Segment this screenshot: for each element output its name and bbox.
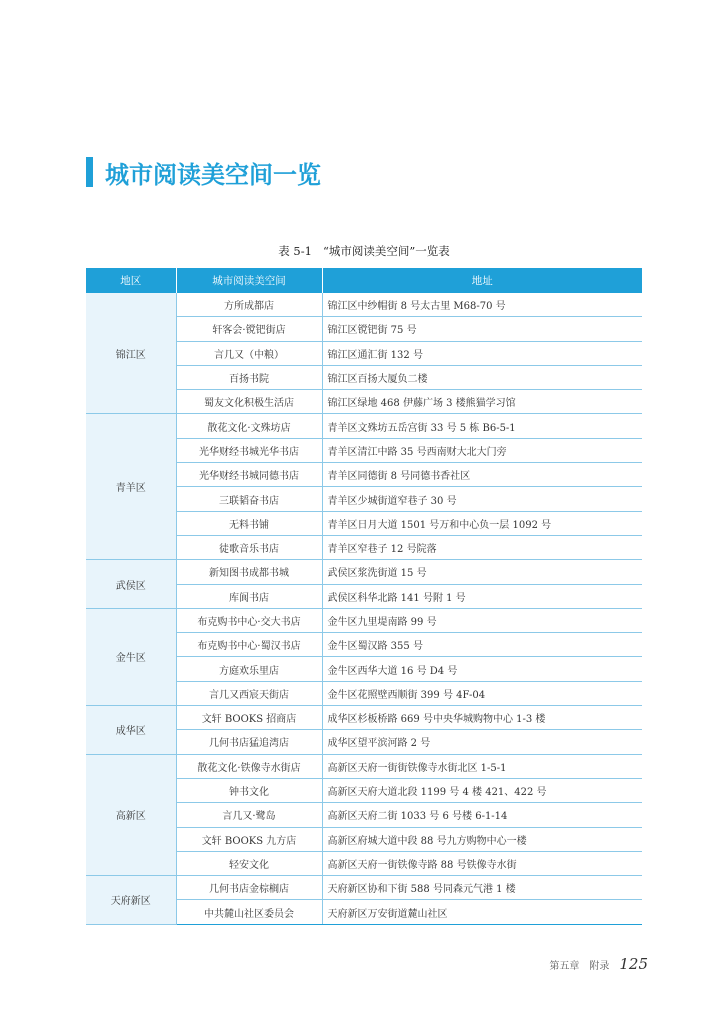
district-cell: 高新区 [86, 754, 176, 875]
address-cell: 成华区杉板桥路 669 号中央华城购物中心 1-3 楼 [322, 706, 642, 730]
district-cell: 天府新区 [86, 876, 176, 925]
address-cell: 高新区天府一街铁像寺路 88 号铁像寺水街 [322, 851, 642, 875]
address-cell: 锦江区通汇街 132 号 [322, 341, 642, 365]
space-name-cell: 散花文化·文殊坊店 [176, 414, 322, 438]
address-cell: 青羊区窄巷子 12 号院落 [322, 535, 642, 559]
address-cell: 金牛区九里堤南路 99 号 [322, 608, 642, 632]
address-cell: 金牛区西华大道 16 号 D4 号 [322, 657, 642, 681]
header-space-name: 城市阅读美空间 [176, 268, 322, 293]
reading-space-table [86, 268, 642, 925]
space-name-cell: 文轩 BOOKS 九方店 [176, 827, 322, 851]
footer-section: 附录 [589, 961, 610, 972]
space-name-cell: 方所成都店 [176, 293, 322, 317]
header-district: 地区 [86, 268, 176, 293]
space-name-cell: 几何书店金棕榈店 [176, 876, 322, 900]
space-name-cell: 轻安文化 [176, 851, 322, 875]
space-name-cell: 文轩 BOOKS 招商店 [176, 706, 322, 730]
address-cell: 金牛区花照壁西顺街 399 号 4F-04 [322, 681, 642, 705]
address-cell: 青羊区清江中路 35 号西南财大北大门旁 [322, 438, 642, 462]
table-body [86, 293, 642, 924]
address-cell: 天府新区万安街道麓山社区 [322, 900, 642, 924]
space-name-cell: 蜀友文化积极生活店 [176, 390, 322, 414]
table-row [86, 876, 642, 900]
address-cell: 高新区天府二街 1033 号 6 号楼 6-1-14 [322, 803, 642, 827]
section-heading [86, 155, 321, 189]
page-footer [549, 955, 648, 973]
heading-accent-bar [86, 157, 93, 187]
space-name-cell: 轩客会·镋钯街店 [176, 317, 322, 341]
address-cell: 青羊区同德街 8 号同德书香社区 [322, 463, 642, 487]
space-name-cell: 中共麓山社区委员会 [176, 900, 322, 924]
table-row [86, 754, 642, 778]
space-name-cell: 新知图书成都书城 [176, 560, 322, 584]
address-cell: 锦江区中纱帽街 8 号太古里 M68-70 号 [322, 293, 642, 317]
space-name-cell: 言几又西宸天街店 [176, 681, 322, 705]
page-title: 城市阅读美空间一览 [105, 160, 321, 189]
address-cell: 青羊区少城街道窄巷子 30 号 [322, 487, 642, 511]
space-name-cell: 光华财经书城光华书店 [176, 438, 322, 462]
address-cell: 天府新区协和下街 588 号同森元气港 1 楼 [322, 876, 642, 900]
address-cell: 成华区望平滨河路 2 号 [322, 730, 642, 754]
table-caption-label: 表 5-1 [278, 244, 312, 258]
header-address: 地址 [322, 268, 642, 293]
space-name-cell: 库阆书店 [176, 584, 322, 608]
district-cell: 青羊区 [86, 414, 176, 560]
space-name-cell: 钟书文化 [176, 778, 322, 802]
space-name-cell: 散花文化·铁像寺水街店 [176, 754, 322, 778]
table-caption-title: “城市阅读美空间”一览表 [322, 244, 450, 258]
space-name-cell: 三联韬奋书店 [176, 487, 322, 511]
district-cell: 武侯区 [86, 560, 176, 609]
page-number: 125 [619, 955, 648, 973]
address-cell: 锦江区百扬大厦负二楼 [322, 365, 642, 389]
address-cell: 高新区天府大道北段 1199 号 4 楼 421、422 号 [322, 778, 642, 802]
address-cell: 武侯区浆洗街道 15 号 [322, 560, 642, 584]
address-cell: 高新区天府一街街铁像寺水街北区 1-5-1 [322, 754, 642, 778]
space-name-cell: 百扬书院 [176, 365, 322, 389]
space-name-cell: 布克购书中心·交大书店 [176, 608, 322, 632]
table-caption [86, 243, 642, 259]
footer-chapter: 第五章 [549, 961, 580, 972]
space-name-cell: 言几又（中粮） [176, 341, 322, 365]
address-cell: 金牛区蜀汉路 355 号 [322, 633, 642, 657]
table-row [86, 293, 642, 317]
space-name-cell: 光华财经书城同德书店 [176, 463, 322, 487]
table-row [86, 560, 642, 584]
space-name-cell: 言几又·鹭岛 [176, 803, 322, 827]
address-cell: 青羊区文殊坊五岳宫街 33 号 5 栋 B6-5-1 [322, 414, 642, 438]
district-cell: 成华区 [86, 706, 176, 755]
space-name-cell: 布克购书中心·蜀汉书店 [176, 633, 322, 657]
district-cell: 锦江区 [86, 293, 176, 414]
address-cell: 高新区府城大道中段 88 号九方购物中心一楼 [322, 827, 642, 851]
table-row [86, 608, 642, 632]
table-row [86, 706, 642, 730]
address-cell: 锦江区绿地 468 伊藤广场 3 楼熊猫学习馆 [322, 390, 642, 414]
space-name-cell: 方庭欢乐里店 [176, 657, 322, 681]
address-cell: 青羊区日月大道 1501 号万和中心负一层 1092 号 [322, 511, 642, 535]
space-name-cell: 无料书铺 [176, 511, 322, 535]
space-name-cell: 徒歌音乐书店 [176, 535, 322, 559]
address-cell: 锦江区镋钯街 75 号 [322, 317, 642, 341]
space-name-cell: 几何书店猛追湾店 [176, 730, 322, 754]
district-cell: 金牛区 [86, 608, 176, 705]
address-cell: 武侯区科华北路 141 号附 1 号 [322, 584, 642, 608]
table-header-row [86, 268, 642, 293]
table-row [86, 414, 642, 438]
